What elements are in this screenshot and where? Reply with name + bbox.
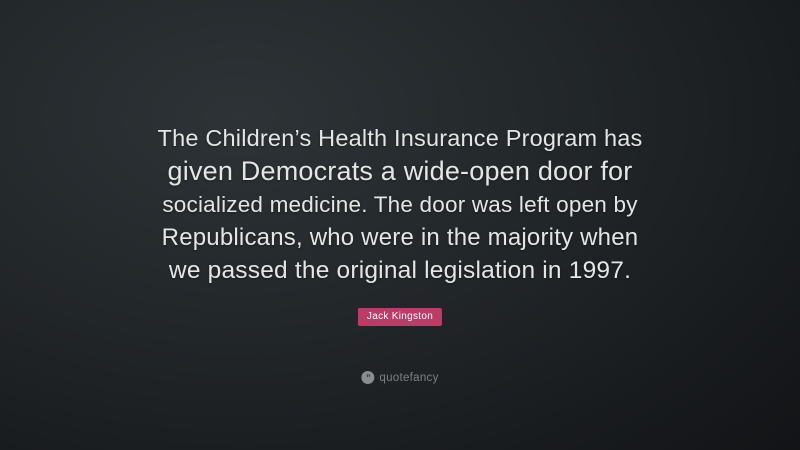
author-name: Jack Kingston — [366, 311, 434, 322]
quote-line-1: The Children’s Health Insurance Program has — [157, 125, 643, 151]
quote-text-block — [0, 122, 800, 287]
quotefancy-watermark — [361, 371, 438, 384]
quote-line-2: given Democrats a wide-open door for — [167, 156, 633, 186]
quotefancy-logo-icon: ” — [361, 371, 374, 384]
brand-name: quotefancy — [379, 371, 439, 384]
quote-line-3: socialized medicine. The door was left open by — [162, 192, 638, 217]
author-badge — [358, 308, 442, 326]
quote-line-5: we passed the original legislation in 1997. — [168, 257, 632, 284]
quote-line-4: Republicans, who were in the majority when — [161, 224, 639, 251]
